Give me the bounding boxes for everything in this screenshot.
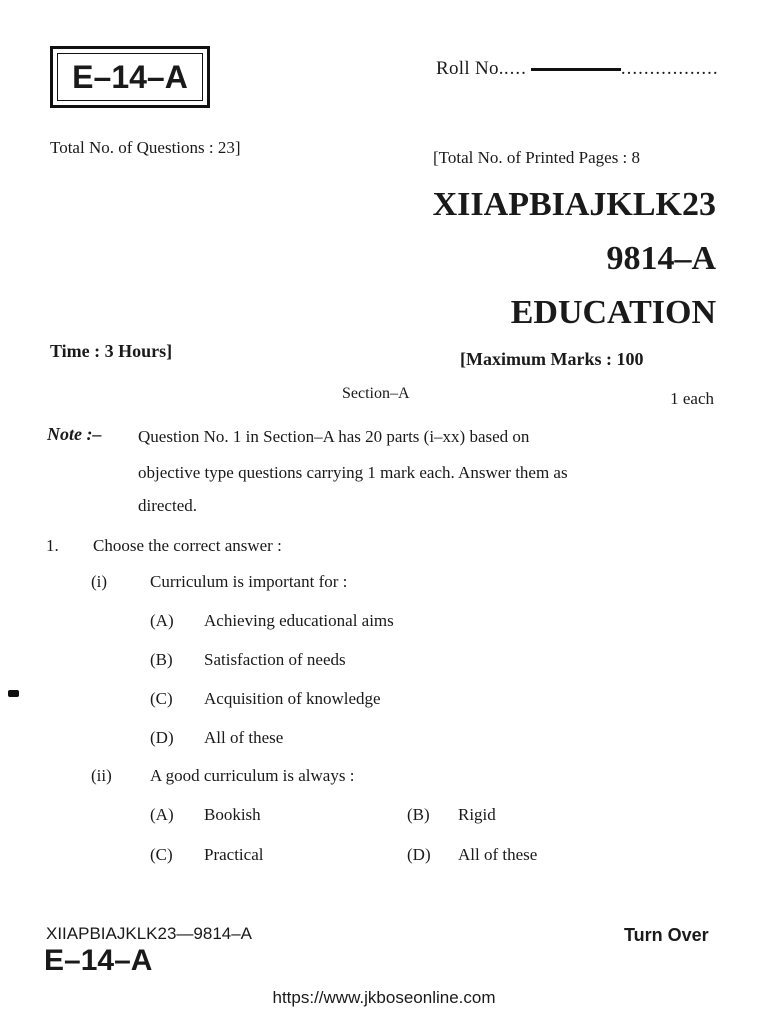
footer-paper-code: E–14–A	[44, 944, 153, 977]
roll-number-redaction	[531, 68, 621, 71]
option-text: Satisfaction of needs	[204, 650, 346, 669]
note-line: Question No. 1 in Section–A has 20 parts (i–xx) based on	[138, 427, 530, 446]
note-label: Note :–	[47, 424, 102, 444]
section-marks: 1 each	[670, 389, 714, 408]
part-text: A good curriculum is always :	[150, 766, 355, 785]
option-label: (A)	[150, 611, 174, 630]
part-text: Curriculum is important for :	[150, 572, 348, 591]
option-text: Acquisition of knowledge	[204, 689, 381, 708]
option-label: (D)	[407, 845, 431, 864]
option-label: (A)	[150, 805, 174, 824]
part-number: (i)	[91, 572, 108, 591]
option-text: All of these	[458, 845, 538, 864]
section-title: Section–A	[342, 385, 410, 402]
paper-code-label: E–14–A	[57, 53, 203, 101]
option-text: Rigid	[458, 805, 496, 824]
total-questions: Total No. of Questions : 23]	[50, 138, 241, 157]
paper-code-heading: XIIAPBIAJKLK23	[432, 186, 716, 223]
roll-number-line	[436, 58, 719, 80]
option-text: All of these	[204, 728, 284, 747]
option-label: (B)	[407, 805, 430, 824]
roll-number-label: Roll No.	[436, 58, 504, 79]
option-label: (C)	[150, 845, 173, 864]
turn-over-label: Turn Over	[624, 925, 709, 945]
question-number: 1.	[46, 536, 59, 555]
note-line: objective type questions carrying 1 mark each. Answer them as	[138, 463, 568, 482]
option-text: Practical	[204, 845, 264, 864]
question-text: Choose the correct answer :	[93, 536, 282, 555]
option-label: (D)	[150, 728, 174, 747]
note-line: directed.	[138, 496, 197, 515]
option-label: (C)	[150, 689, 173, 708]
roll-number-dots-trail: .................	[620, 58, 719, 79]
roll-number-dots: ....	[503, 58, 527, 79]
exam-time: Time : 3 Hours]	[50, 341, 173, 361]
option-label: (B)	[150, 650, 173, 669]
maximum-marks: [Maximum Marks : 100	[460, 349, 644, 369]
footer-paper-ref: XIIAPBIAJKLK23—9814–A	[46, 924, 253, 943]
source-url[interactable]: https://www.jkboseonline.com	[272, 988, 496, 1007]
option-text: Bookish	[204, 805, 261, 824]
margin-mark	[8, 690, 19, 697]
printed-pages: [Total No. of Printed Pages : 8	[433, 148, 641, 167]
paper-code-box	[50, 46, 210, 108]
subject-code-heading: 9814–A	[606, 240, 716, 277]
subject-heading: EDUCATION	[510, 294, 716, 331]
option-text: Achieving educational aims	[204, 611, 394, 630]
part-number: (ii)	[91, 766, 112, 785]
